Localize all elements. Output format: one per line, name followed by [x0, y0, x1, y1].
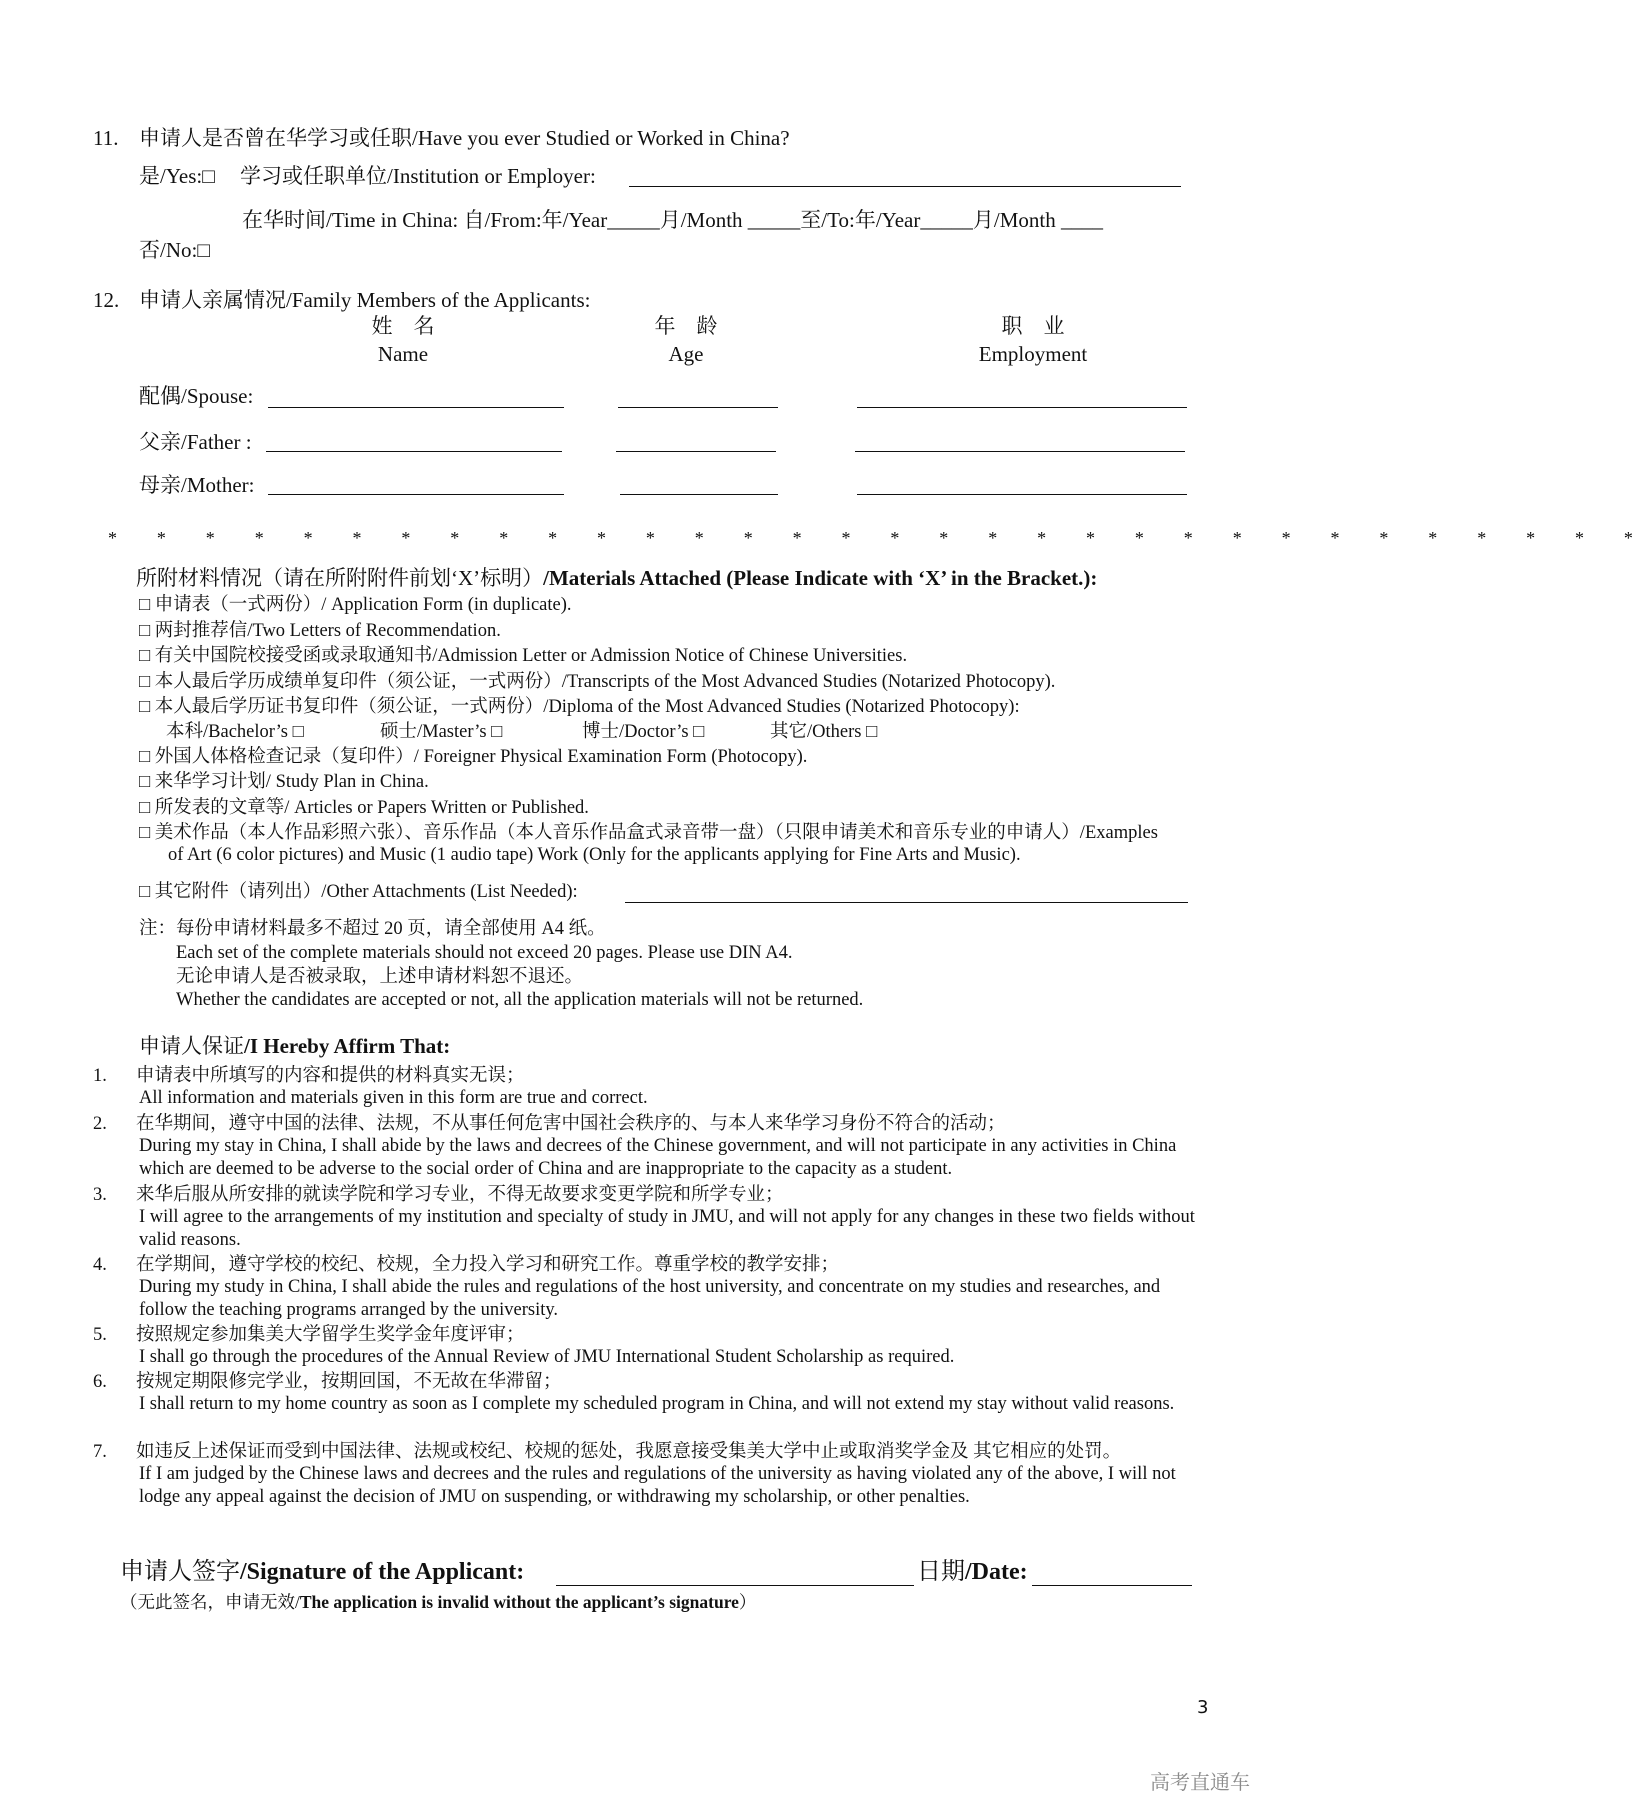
- affirm-zh: 在华期间，遵守中国的法律、法规，不从事任何危害中国社会秩序的、与本人来华学习身份不符合的活动；: [136, 1114, 1006, 1134]
- affirm-en: I will agree to the arrangements of my institution and specialty of study in JMU, and will not apply for any changes in these two fields without valid reasons.: [139, 1207, 1195, 1250]
- q11-time-in-china[interactable]: 在华时间/Time in China: 自/From:年/Year_____月/Month _____至/To:年/Year_____月/Month ____: [242, 208, 1103, 232]
- header-employment: [913, 312, 1153, 368]
- affirm-heading-zh: 申请人保证: [139, 1034, 244, 1058]
- signature-label-en: /Signature of the Applicant:: [240, 1559, 525, 1585]
- mother-age-field[interactable]: [620, 494, 778, 495]
- spouse-age-field[interactable]: [618, 407, 778, 408]
- affirm-en: I shall return to my home country as soon as I complete my scheduled program in China, and will not extend my stay without valid reasons.: [139, 1394, 1175, 1414]
- material-item-physical-exam[interactable]: □ 外国人体格检查记录（复印件）/ Foreigner Physical Examination Form (Photocopy).: [139, 747, 808, 767]
- star-divider: * * * * * * * * * * * * * * * * * * * * * * * * * * * * * * * *: [108, 528, 1651, 548]
- father-name-field[interactable]: [266, 451, 562, 452]
- q12-title: 申请人亲属情况/Family Members of the Applicants:: [139, 288, 591, 312]
- affirm-number: 7.: [93, 1442, 107, 1462]
- date-field[interactable]: [1032, 1585, 1192, 1586]
- signature-note: [120, 1592, 756, 1613]
- notes-label: 注：每份申请材料最多不超过 20 页，请全部使用 A4 纸。: [139, 919, 606, 939]
- other-attachments-field[interactable]: [625, 902, 1188, 903]
- mother-name-field[interactable]: [268, 494, 564, 495]
- header-employment-zh: 职 业: [1001, 314, 1065, 338]
- affirm-heading-en: /I Hereby Affirm That:: [244, 1034, 451, 1058]
- watermark-text: 高考直通车: [1150, 1770, 1250, 1794]
- affirm-number: 2.: [93, 1114, 107, 1134]
- material-item-transcripts[interactable]: □ 本人最后学历成绩单复印件（须公证，一式两份）/Transcripts of the Most Advanced Studies (Notarized Photocopy).: [139, 672, 1056, 692]
- q11-yes-checkbox[interactable]: 是/Yes:□: [139, 164, 215, 188]
- material-item-recommendation[interactable]: □ 两封推荐信/Two Letters of Recommendation.: [139, 621, 501, 641]
- spouse-name-field[interactable]: [268, 407, 564, 408]
- affirm-en: I shall go through the procedures of the Annual Review of JMU International Student Scholarship as required.: [139, 1347, 955, 1367]
- affirm-en: During my stay in China, I shall abide by the laws and decrees of the Chinese government, and will not participate in any activities in China which are deemed to be adverse to the social order of China and are inappropriate to the capacity as a student.: [139, 1136, 1177, 1179]
- affirm-number: 6.: [93, 1372, 107, 1392]
- q11-number: 11.: [93, 126, 119, 150]
- header-name-zh: 姓 名: [371, 314, 435, 338]
- material-item-art-music[interactable]: □ 美术作品（本人作品彩照六张）、音乐作品（本人音乐作品盒式录音带一盘）（只限申请美术和音乐专业的申请人）/Examples: [139, 823, 1158, 843]
- signature-field[interactable]: [556, 1585, 914, 1586]
- affirm-number: 1.: [93, 1066, 107, 1086]
- date-label: [917, 1558, 1028, 1587]
- degree-others-checkbox[interactable]: 其它/Others □: [770, 722, 878, 742]
- materials-heading: [136, 566, 1097, 591]
- signature-label: [120, 1558, 524, 1587]
- affirm-zh: 来华后服从所安排的就读学院和学习专业，不得无故要求变更学院和所学专业；: [136, 1185, 784, 1205]
- signature-note-end: ）: [738, 1592, 757, 1612]
- q11-no-checkbox[interactable]: 否/No:□: [139, 238, 211, 262]
- degree-bachelor-checkbox[interactable]: 本科/Bachelor’s □: [166, 722, 304, 742]
- mother-employment-field[interactable]: [857, 494, 1187, 495]
- affirm-number: 4.: [93, 1255, 107, 1275]
- affirm-en: If I am judged by the Chinese laws and decrees and the rules and regulations of the university as having violated any of the above, I will not lodge any appeal against the decision of JMU on suspending, or withdrawing my scholarship, or other penalties.: [139, 1464, 1176, 1507]
- father-employment-field[interactable]: [855, 451, 1185, 452]
- materials-heading-en: /Materials Attached (Please Indicate with ‘X’ in the Bracket.):: [543, 566, 1098, 590]
- father-label: 父亲/Father :: [139, 430, 252, 454]
- affirm-en: During my study in China, I shall abide the rules and regulations of the host university, and concentrate on my studies and researches, and follow the teaching programs arranged by the university.: [139, 1277, 1161, 1320]
- affirm-zh: 申请表中所填写的内容和提供的材料真实无误；: [136, 1066, 525, 1086]
- q12-number: 12.: [93, 288, 120, 312]
- signature-note-en: The application is invalid without the applicant’s signature: [299, 1592, 739, 1612]
- header-name-en: Name: [377, 342, 429, 366]
- q11-institution-label: 学习或任职单位/Institution or Employer:: [240, 164, 596, 188]
- affirm-number: 5.: [93, 1325, 107, 1345]
- affirm-en: All information and materials given in this form are true and correct.: [139, 1088, 648, 1108]
- header-age-en: Age: [668, 342, 704, 366]
- affirm-heading: [139, 1034, 450, 1059]
- material-item-articles[interactable]: □ 所发表的文章等/ Articles or Papers Written or Published.: [139, 798, 589, 818]
- material-item-other[interactable]: □ 其它附件（请列出）/Other Attachments (List Needed):: [139, 882, 578, 902]
- affirm-zh: 按照规定参加集美大学留学生奖学金年度评审；: [136, 1325, 525, 1345]
- notes-line-1: Each set of the complete materials should not exceed 20 pages. Please use DIN A4.: [176, 943, 793, 963]
- material-item-diploma[interactable]: □ 本人最后学历证书复印件（须公证，一式两份）/Diploma of the Most Advanced Studies (Notarized Photocopy):: [139, 697, 1020, 717]
- degree-doctor-checkbox[interactable]: 博士/Doctor’s □: [582, 722, 705, 742]
- mother-label: 母亲/Mother:: [139, 473, 255, 497]
- header-name: [283, 312, 523, 368]
- affirm-zh: 如违反上述保证而受到中国法律、法规或校纪、校规的惩处，我愿意接受集美大学中止或取消奖学金及 其它相应的处罚。: [136, 1442, 1122, 1462]
- signature-label-zh: 申请人签字: [120, 1559, 240, 1585]
- affirm-zh: 在学期间，遵守学校的校纪、校规，全力投入学习和研究工作。尊重学校的教学安排；: [136, 1255, 840, 1275]
- materials-heading-zh: 所附材料情况（请在所附附件前划‘X’标明）: [136, 566, 544, 590]
- notes-line-3: Whether the candidates are accepted or not, all the application materials will not be returned.: [176, 990, 864, 1010]
- header-employment-en: Employment: [978, 342, 1088, 366]
- material-item-study-plan[interactable]: □ 来华学习计划/ Study Plan in China.: [139, 772, 429, 792]
- date-label-zh: 日期: [917, 1559, 965, 1585]
- spouse-label: 配偶/Spouse:: [139, 384, 254, 408]
- signature-note-zh: （无此签名，申请无效/: [120, 1592, 300, 1612]
- material-item-admission-letter[interactable]: □ 有关中国院校接受函或录取通知书/Admission Letter or Admission Notice of Chinese Universities.: [139, 646, 908, 666]
- header-age: [566, 312, 806, 368]
- page-number: 3: [1197, 1697, 1209, 1718]
- degree-master-checkbox[interactable]: 硕士/Master’s □: [380, 722, 503, 742]
- q11-title: 申请人是否曾在华学习或任职/Have you ever Studied or Worked in China?: [139, 126, 790, 150]
- material-item-application-form[interactable]: □ 申请表（一式两份）/ Application Form (in duplicate).: [139, 595, 572, 615]
- spouse-employment-field[interactable]: [857, 407, 1187, 408]
- date-label-en: /Date:: [965, 1559, 1028, 1585]
- affirm-number: 3.: [93, 1185, 107, 1205]
- affirm-zh: 按规定期限修完学业，按期回国，不无故在华滞留；: [136, 1372, 562, 1392]
- institution-field[interactable]: [629, 186, 1181, 187]
- notes-line-2: 无论申请人是否被录取，上述申请材料恕不退还。: [176, 967, 584, 987]
- father-age-field[interactable]: [616, 451, 776, 452]
- header-age-zh: 年 龄: [654, 314, 718, 338]
- material-item-art-music-cont: of Art (6 color pictures) and Music (1 audio tape) Work (Only for the applicants applying for Fine Arts and Music).: [168, 845, 1021, 865]
